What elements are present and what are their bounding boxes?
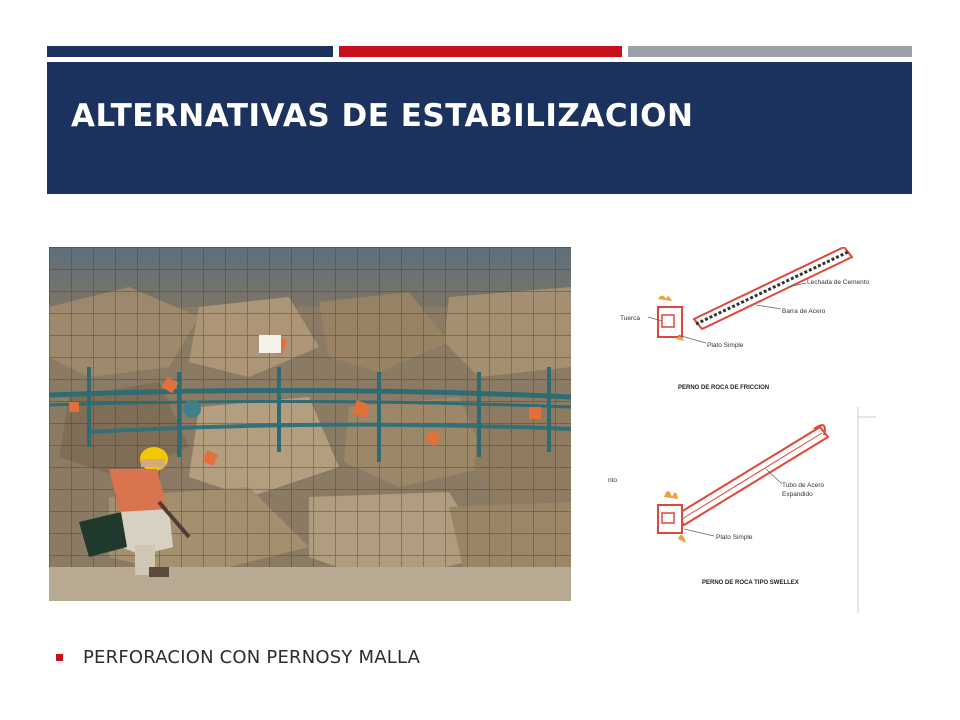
label-fragment: nto [608, 477, 618, 484]
title-band [47, 62, 912, 194]
bullet-text: PERFORACION CON PERNOSY MALLA [83, 646, 421, 668]
bullet-marker [56, 654, 63, 661]
label-plato-bottom: Plato Simple [716, 534, 753, 541]
rock-slope-photo [49, 247, 571, 601]
accent-bar-navy [47, 46, 333, 57]
label-tubo-2: Expandido [782, 491, 813, 498]
friction-bolt-illustration [648, 247, 852, 343]
label-barra: Barra de Acero [782, 308, 826, 315]
label-tuerca: Tuerca [620, 315, 640, 322]
bullet-item [56, 645, 420, 669]
label-tubo-1: Tubo de Acero [782, 482, 825, 489]
label-plato-top: Plato Simple [707, 342, 744, 349]
accent-bar-gray [628, 46, 912, 57]
accent-bar-red [339, 46, 622, 57]
caption-friccion: PERNO DE ROCA DE FRICCION [678, 385, 770, 391]
slide-title: ALTERNATIVAS DE ESTABILIZACION [71, 98, 694, 134]
caption-swellex: PERNO DE ROCA TIPO SWELLEX [702, 580, 799, 586]
label-lechada: Lechada de Cemento [807, 279, 870, 286]
rock-bolt-diagram [606, 247, 878, 613]
